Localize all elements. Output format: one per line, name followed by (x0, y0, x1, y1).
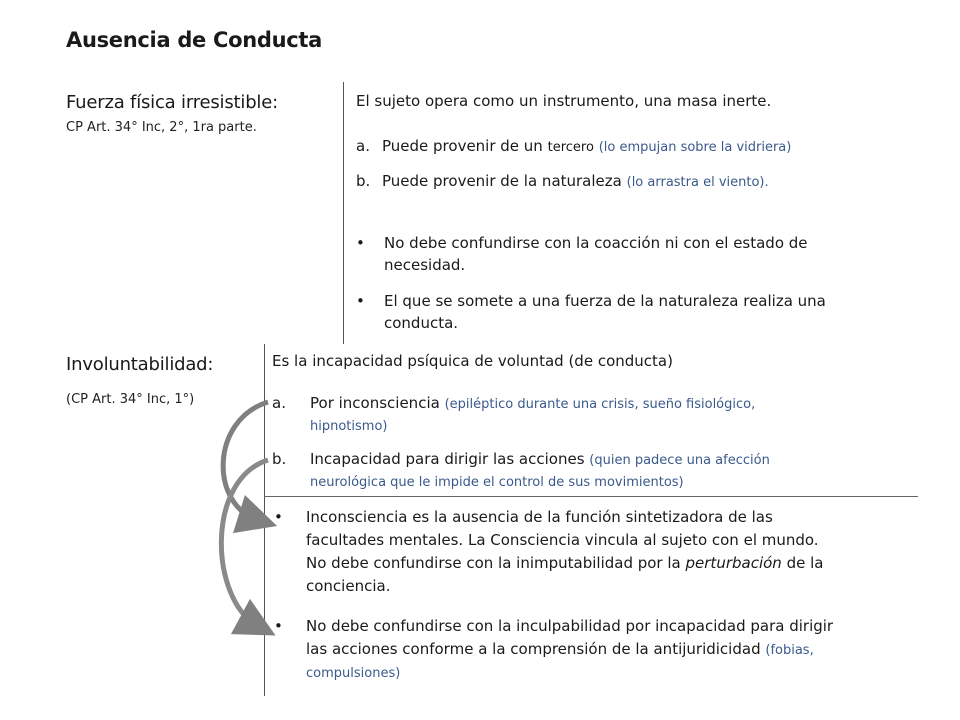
involuntabilidad-item-b-note1: (quien padece una afección (589, 453, 770, 468)
fuerza-heading: Fuerza física irresistible: (66, 92, 278, 113)
fuerza-bullet-2-line2: conducta. (384, 314, 459, 332)
line2-text: las acciones conforme a la comprensión de la antijuridicidad (306, 640, 761, 658)
list-marker: b. (356, 172, 371, 190)
involuntabilidad-item-a-text: Por inconsciencia (310, 394, 440, 412)
list-marker: a. (272, 394, 286, 412)
fuerza-item-a-text: Puede provenir de un (382, 137, 543, 155)
involuntabilidad-intro: Es la incapacidad psíquica de voluntad (de conducta) (272, 352, 673, 370)
fuerza-ref: CP Art. 34° Inc, 2°, 1ra parte. (66, 120, 257, 135)
arrow-incapacidad-to-bullet2 (221, 460, 268, 626)
fuerza-intro: El sujeto opera como un instrumento, una masa inerte. (356, 92, 772, 110)
fuerza-item-a-note: (lo empujan sobre la vidriera) (598, 140, 792, 155)
fuerza-item-b-text: Puede provenir de la naturaleza (382, 172, 622, 190)
line3-post: de la (786, 554, 824, 572)
bullet-icon: • (356, 292, 365, 310)
list-marker: b. (272, 450, 287, 468)
bullet-icon: • (274, 617, 283, 635)
fuerza-bullet-1-line1: No debe confundirse con la coacción ni con el estado de (384, 234, 808, 252)
involuntabilidad-bullet-1-line4: conciencia. (306, 577, 391, 595)
involuntabilidad-bullet-1-line2: facultades mentales. La Consciencia vincula al sujeto con el mundo. (306, 531, 819, 549)
list-marker: a. (356, 137, 370, 155)
involuntabilidad-ref: (CP Art. 34° Inc, 1°) (66, 392, 195, 407)
involuntabilidad-item-a-note1: (epiléptico durante una crisis, sueño fisiológico, (444, 397, 756, 412)
involuntabilidad-bullet-2-line3: compulsiones) (306, 666, 401, 681)
fuerza-item-b-note: (lo arrastra el viento). (626, 175, 769, 190)
line2-note: (fobias, (765, 643, 814, 658)
fuerza-bullet-1-line2: necesidad. (384, 256, 466, 274)
involuntabilidad-bullet-1-line1: Inconsciencia es la ausencia de la función sintetizadora de las (306, 508, 773, 526)
involuntabilidad-heading: Involuntabilidad: (66, 354, 214, 375)
involuntabilidad-item-b-text: Incapacidad para dirigir las acciones (310, 450, 585, 468)
fuerza-item-a-small: tercero (547, 140, 594, 155)
fuerza-bullet-2-line1: El que se somete a una fuerza de la naturaleza realiza una (384, 292, 826, 310)
page-title: Ausencia de Conducta (66, 28, 323, 52)
bullet-icon: • (356, 234, 365, 252)
line3-pre: No debe confundirse con la inimputabilidad por la (306, 554, 681, 572)
involuntabilidad-item-a-note2: hipnotismo) (310, 419, 388, 434)
bullet-icon: • (274, 508, 283, 526)
involuntabilidad-bullet-2-line1: No debe confundirse con la inculpabilidad por incapacidad para dirigir (306, 617, 834, 635)
line3-emphasis: perturbación (685, 554, 782, 572)
involuntabilidad-item-b-note2: neurológica que le impide el control de sus movimientos) (310, 475, 684, 490)
